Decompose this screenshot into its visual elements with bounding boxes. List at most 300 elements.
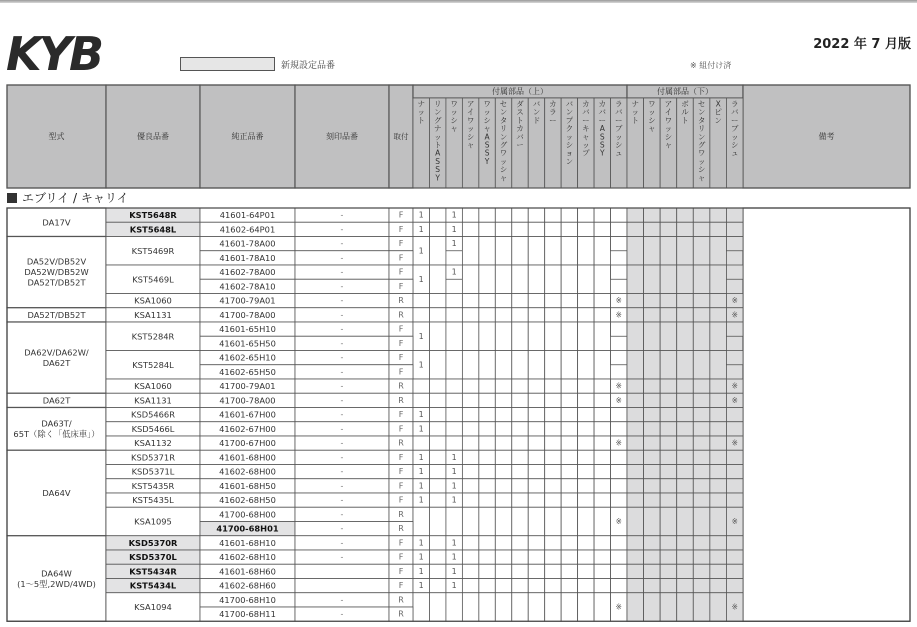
upper-part-cell-1 (429, 393, 445, 407)
lower-part-cell-1 (644, 507, 661, 536)
upper-part-cell-10 (578, 408, 594, 422)
lower-part-cell-2 (660, 593, 677, 622)
upper-part-cell-12 (611, 408, 627, 422)
upper-part-cell-11 (594, 322, 610, 351)
upper-part-cell-5 (495, 265, 511, 294)
lower-part-cell-1 (644, 408, 661, 422)
upper-part-qty-0: 1 (418, 452, 424, 462)
lower-part-cell-1 (644, 322, 661, 351)
upper-part-cell-4 (479, 493, 495, 507)
lower-part-cell-2 (660, 237, 677, 266)
header-upper-1-char: ト (433, 140, 442, 150)
lower-part-cell-4 (693, 465, 710, 479)
upper-part-cell-6 (512, 450, 528, 464)
header-remarks: 備考 (818, 132, 835, 141)
upper-part-cell-9 (561, 237, 577, 266)
upper-part-cell-2 (446, 436, 462, 450)
upper-part-cell-1 (429, 379, 445, 393)
mount-position: R (398, 296, 404, 306)
header-upper-5-char: ャ (499, 173, 508, 183)
upper-part-cell-9 (561, 294, 577, 308)
header-upper-10-char: プ (582, 148, 590, 158)
model-name: DA63T/ (41, 418, 72, 429)
lower-part-cell-4 (693, 422, 710, 436)
upper-part-cell-4 (479, 408, 495, 422)
header-lower-4-char: グ (697, 140, 706, 150)
model-name: DA52V/DB52V (26, 256, 87, 267)
lower-part-cell-6 (726, 422, 743, 436)
header-lower-2-char: ワ (664, 115, 673, 125)
upper-part-cell-6 (512, 393, 528, 407)
model-name: DA52T/DB52T (27, 309, 86, 320)
header-upper-11-char: バ (598, 107, 607, 117)
lower-part-cell-4 (693, 408, 710, 422)
lower-part-cell-2 (660, 393, 677, 407)
upper-part-cell-11 (594, 294, 610, 308)
lower-part-cell-5 (710, 579, 727, 593)
upper-part-cell-6 (512, 379, 528, 393)
header-lower-1-char: シ (648, 115, 656, 125)
oem-part-number: 41700-68H11 (219, 609, 276, 620)
upper-part-qty-12: ※ (615, 395, 622, 405)
upper-part-cell-12 (611, 536, 627, 550)
upper-part-cell-5 (495, 322, 511, 351)
lower-part-cell-1 (644, 308, 661, 322)
upper-part-cell-10 (578, 294, 594, 308)
header-upper-5-char: ン (499, 132, 508, 142)
upper-part-cell-8 (545, 294, 561, 308)
upper-part-qty-2: 1 (451, 538, 457, 548)
header-lower-2-char: ア (664, 99, 673, 109)
upper-part-cell-0 (413, 593, 429, 622)
oem-part-number: 41601-68H60 (219, 566, 276, 577)
header-upper-3-char: シ (466, 132, 475, 142)
upper-part-cell-4 (479, 393, 495, 407)
lower-part-cell-0 (627, 479, 644, 493)
lower-part-cell-2 (660, 550, 677, 564)
lower-part-cell-0 (627, 222, 644, 236)
upper-part-cell-6 (512, 550, 528, 564)
upper-part-cell-6 (512, 479, 528, 493)
lower-part-cell-1 (644, 465, 661, 479)
upper-part-qty-0: 1 (418, 224, 424, 234)
oem-part-number: 41602-68H00 (219, 466, 276, 477)
upper-part-cell-12 (611, 579, 627, 593)
header-upper-5-char: ワ (499, 148, 508, 158)
upper-part-cell-9 (561, 393, 577, 407)
upper-part-cell-10 (578, 308, 594, 322)
lower-part-cell-5 (710, 379, 727, 393)
upper-part-qty-2: 1 (451, 239, 457, 249)
header-upper-1-char: リ (433, 99, 442, 109)
upper-part-cell-6 (512, 265, 528, 294)
lower-part-cell-6 (726, 493, 743, 507)
upper-part-qty-0: 1 (418, 210, 424, 220)
upper-part-cell-4 (479, 422, 495, 436)
lower-part-cell-0 (627, 237, 644, 266)
upper-part-cell-4 (479, 379, 495, 393)
upper-part-cell-11 (594, 450, 610, 464)
upper-part-qty-2: 1 (451, 467, 457, 477)
upper-part-cell-12 (611, 265, 627, 279)
upper-part-cell-1 (429, 479, 445, 493)
lower-part-cell-3 (677, 393, 694, 407)
upper-part-cell-9 (561, 208, 577, 222)
header-upper-9-char: バ (565, 99, 574, 109)
lower-part-cell-3 (677, 265, 694, 294)
header-upper-4-char: Y (484, 156, 490, 166)
upper-part-cell-0 (413, 507, 429, 536)
stamp-part-number: - (340, 410, 344, 420)
header-upper-12-char: ラ (615, 99, 623, 109)
upper-part-cell-11 (594, 465, 610, 479)
stamp-part-number: - (340, 481, 344, 491)
upper-part-cell-9 (561, 536, 577, 550)
header-lower-6-char: シ (730, 140, 739, 150)
lower-part-cell-1 (644, 422, 661, 436)
upper-part-cell-0 (413, 294, 429, 308)
header-upper-6-char: ー (516, 140, 524, 150)
upper-part-cell-5 (495, 564, 511, 578)
header-upper-6-char: カ (516, 124, 524, 134)
upper-part-cell-4 (479, 579, 495, 593)
upper-part-cell-3 (462, 493, 478, 507)
header-lower-2-char: シ (664, 132, 673, 142)
upper-part-cell-8 (545, 450, 561, 464)
upper-part-cell-10 (578, 393, 594, 407)
upper-part-cell-1 (429, 593, 445, 622)
header-upper-11-char: A (599, 124, 605, 134)
lower-part-cell-4 (693, 393, 710, 407)
oem-part-number: 41601-78A10 (219, 252, 276, 263)
lower-part-cell-4 (693, 294, 710, 308)
header-upper-1-char: Y (435, 173, 440, 183)
upper-part-cell-3 (462, 422, 478, 436)
upper-part-cell-7 (528, 322, 544, 351)
upper-part-cell-6 (512, 465, 528, 479)
header-upper-10-char: ー (582, 115, 590, 125)
header-upper-3-char: ッ (466, 124, 475, 134)
header-upper-11-char: カ (598, 99, 607, 109)
lower-part-cell-4 (693, 564, 710, 578)
lower-part-cell-3 (677, 308, 694, 322)
lower-part-cell-5 (710, 351, 727, 380)
upper-part-cell-10 (578, 422, 594, 436)
lower-part-cell-0 (627, 550, 644, 564)
header-upper-9-char: シ (565, 140, 574, 150)
lower-part-cell-1 (644, 294, 661, 308)
upper-part-cell-3 (462, 550, 478, 564)
mount-position: F (398, 495, 404, 505)
stamp-part-number: - (340, 281, 344, 291)
oem-part-number: 41602-68H60 (219, 580, 276, 591)
model-name: DA62T (42, 395, 71, 406)
upper-part-cell-5 (495, 294, 511, 308)
header-upper-9-char: ク (565, 124, 574, 134)
upper-part-cell-1 (429, 351, 445, 380)
lower-part-cell-2 (660, 351, 677, 380)
lower-part-cell-0 (627, 379, 644, 393)
upper-part-cell-8 (545, 579, 561, 593)
lower-part-cell-6 (726, 237, 743, 251)
header-upper-5-char: セ (499, 99, 508, 109)
oem-part-number: 41602-65H50 (219, 366, 276, 377)
upper-part-cell-5 (495, 450, 511, 464)
upper-part-cell-10 (578, 222, 594, 236)
mount-position: F (398, 338, 404, 348)
upper-part-cell-9 (561, 379, 577, 393)
upper-part-cell-10 (578, 493, 594, 507)
lower-part-cell-5 (710, 222, 727, 236)
upper-part-cell-4 (479, 479, 495, 493)
header-lower-group: 付属部品（下） (657, 87, 713, 96)
upper-part-cell-12 (611, 422, 627, 436)
upper-part-cell-0 (413, 379, 429, 393)
upper-part-cell-8 (545, 322, 561, 351)
stamp-part-number: - (340, 467, 344, 477)
lower-part-cell-3 (677, 422, 694, 436)
kyb-part-number: KSA1131 (134, 395, 172, 406)
upper-part-cell-1 (429, 408, 445, 422)
upper-part-cell-3 (462, 379, 478, 393)
upper-part-cell-8 (545, 379, 561, 393)
upper-part-cell-11 (594, 265, 610, 294)
upper-part-cell-1 (429, 308, 445, 322)
lower-part-cell-4 (693, 450, 710, 464)
upper-part-cell-8 (545, 507, 561, 536)
upper-part-cell-8 (545, 351, 561, 380)
kyb-part-number: KSD5370R (128, 537, 178, 548)
upper-part-cell-7 (528, 593, 544, 622)
lower-part-cell-4 (693, 579, 710, 593)
upper-part-cell-7 (528, 479, 544, 493)
upper-part-cell-3 (462, 237, 478, 266)
stamp-part-number: - (340, 338, 344, 348)
lower-part-cell-5 (710, 593, 727, 622)
oem-part-number: 41700-67H00 (219, 438, 276, 449)
upper-part-cell-2 (446, 507, 462, 536)
upper-part-cell-4 (479, 593, 495, 622)
lower-part-cell-5 (710, 308, 727, 322)
header-upper-5-char: タ (499, 115, 508, 125)
upper-part-cell-9 (561, 351, 577, 380)
upper-part-cell-7 (528, 493, 544, 507)
lower-part-qty-6: ※ (731, 438, 738, 448)
upper-part-cell-11 (594, 222, 610, 236)
header-lower-3-char: ボ (681, 99, 689, 109)
header-lower-0-char: ト (631, 115, 640, 125)
kyb-part-number: KSA1060 (134, 295, 172, 306)
lower-part-cell-3 (677, 493, 694, 507)
upper-part-cell-7 (528, 222, 544, 236)
lower-part-cell-1 (644, 208, 661, 222)
upper-part-cell-12 (611, 237, 627, 251)
upper-part-cell-8 (545, 393, 561, 407)
lower-part-cell-5 (710, 422, 727, 436)
lower-part-cell-0 (627, 393, 644, 407)
lower-part-cell-3 (677, 408, 694, 422)
stamp-part-number: - (340, 395, 344, 405)
upper-part-qty-2: 1 (451, 495, 457, 505)
stamp-part-number: - (340, 324, 344, 334)
lower-part-cell-6 (726, 579, 743, 593)
lower-part-cell-5 (710, 436, 727, 450)
upper-part-cell-1 (429, 265, 445, 294)
upper-part-cell-8 (545, 536, 561, 550)
upper-part-cell-3 (462, 265, 478, 294)
lower-part-cell-5 (710, 450, 727, 464)
upper-part-cell-10 (578, 208, 594, 222)
lower-part-cell-0 (627, 493, 644, 507)
header-lower-0-char: ナ (631, 99, 640, 109)
upper-part-cell-7 (528, 436, 544, 450)
upper-part-qty-12: ※ (615, 517, 622, 526)
header-upper-4-char: S (484, 148, 490, 158)
lower-part-cell-4 (693, 308, 710, 322)
lower-part-qty-6: ※ (731, 381, 738, 391)
upper-part-cell-7 (528, 564, 544, 578)
upper-part-cell-8 (545, 479, 561, 493)
header-upper-1-char: ン (433, 107, 442, 117)
header-upper-3-char: ャ (466, 140, 475, 150)
upper-part-cell-11 (594, 237, 610, 266)
upper-part-cell-0 (413, 308, 429, 322)
lower-part-cell-5 (710, 408, 727, 422)
kyb-part-number: KST5435R (131, 480, 175, 491)
upper-part-cell-6 (512, 579, 528, 593)
upper-part-cell-1 (429, 465, 445, 479)
lower-part-cell-4 (693, 265, 710, 294)
header-lower-0-char: ッ (631, 107, 640, 117)
upper-part-cell-9 (561, 322, 577, 351)
header-upper-12-char: ブ (615, 124, 623, 134)
upper-part-cell-7 (528, 393, 544, 407)
upper-part-cell-4 (479, 265, 495, 294)
oem-part-number: 41700-78A00 (219, 395, 276, 406)
lower-part-cell-0 (627, 465, 644, 479)
header-lower-4-char: ワ (697, 148, 706, 158)
upper-part-cell-7 (528, 465, 544, 479)
lower-part-cell-1 (644, 479, 661, 493)
stamp-part-number: - (340, 381, 344, 391)
upper-part-cell-12 (611, 550, 627, 564)
lower-part-qty-6: ※ (731, 395, 738, 405)
lower-part-cell-2 (660, 408, 677, 422)
upper-part-cell-4 (479, 237, 495, 266)
upper-part-cell-11 (594, 564, 610, 578)
lower-part-cell-1 (644, 550, 661, 564)
upper-part-cell-6 (512, 294, 528, 308)
upper-part-cell-10 (578, 351, 594, 380)
upper-part-cell-7 (528, 507, 544, 536)
upper-part-qty-0: 1 (418, 274, 424, 284)
lower-part-cell-6 (726, 536, 743, 550)
upper-part-cell-2 (446, 422, 462, 436)
upper-part-cell-9 (561, 507, 577, 536)
lower-part-cell-5 (710, 550, 727, 564)
upper-part-cell-3 (462, 222, 478, 236)
lower-part-qty-6: ※ (731, 296, 738, 306)
header-model: 型式 (48, 132, 65, 141)
header-lower-4-char: シ (697, 165, 706, 175)
upper-part-cell-3 (462, 408, 478, 422)
header-lower-6-char: ー (730, 115, 739, 125)
kyb-part-number: KSA1094 (134, 602, 172, 612)
upper-part-cell-3 (462, 436, 478, 450)
lower-part-cell-0 (627, 294, 644, 308)
upper-part-cell-12 (611, 208, 627, 222)
lower-part-cell-2 (660, 422, 677, 436)
stamp-part-cell (295, 579, 389, 593)
upper-part-cell-11 (594, 579, 610, 593)
header-upper-4-char: ャ (483, 124, 491, 134)
oem-part-number: 41601-65H10 (219, 324, 276, 335)
oem-part-number: 41602-67H00 (219, 423, 276, 434)
stamp-part-number: - (340, 552, 344, 562)
mount-position: R (398, 609, 404, 619)
lower-part-qty-6: ※ (731, 602, 738, 612)
stamp-part-number: - (340, 609, 344, 619)
stamp-part-number: - (340, 595, 344, 605)
upper-part-cell-3 (462, 208, 478, 222)
upper-part-cell-7 (528, 408, 544, 422)
upper-part-cell-5 (495, 465, 511, 479)
header-lower-6-char: ラ (730, 99, 739, 109)
upper-part-cell-11 (594, 351, 610, 380)
upper-part-cell-4 (479, 564, 495, 578)
upper-part-cell-4 (479, 465, 495, 479)
lower-part-cell-2 (660, 265, 677, 294)
upper-part-cell-11 (594, 408, 610, 422)
lower-part-cell-2 (660, 493, 677, 507)
upper-part-cell-4 (479, 507, 495, 536)
upper-part-cell-5 (495, 550, 511, 564)
upper-part-qty-2: 1 (451, 267, 457, 277)
header-upper-9-char: ン (565, 107, 574, 117)
lower-part-cell-2 (660, 479, 677, 493)
upper-part-qty-0: 1 (418, 467, 424, 477)
header-upper-5-char: グ (499, 140, 508, 150)
kyb-logo-text: KYB (6, 32, 102, 74)
lower-part-cell-1 (644, 593, 661, 622)
header-upper-6-char: バ (516, 132, 524, 142)
upper-part-cell-7 (528, 579, 544, 593)
upper-part-cell-4 (479, 322, 495, 351)
upper-part-qty-0: 1 (418, 246, 424, 256)
upper-part-cell-4 (479, 536, 495, 550)
oem-part-number: 41601-78A00 (219, 238, 276, 249)
upper-part-cell-8 (545, 408, 561, 422)
header-upper-2-char: ワ (450, 99, 458, 109)
upper-part-qty-12: ※ (615, 296, 622, 306)
stamp-part-number: - (340, 438, 344, 448)
header-upper-7-char: ド (532, 115, 541, 125)
kyb-part-number: KST5435L (132, 495, 174, 506)
header-upper-2-char: ッ (450, 107, 458, 117)
lower-part-cell-0 (627, 436, 644, 450)
mount-position: F (398, 481, 404, 491)
upper-part-qty-2: 1 (451, 581, 457, 591)
upper-part-cell-11 (594, 422, 610, 436)
upper-part-cell-2 (446, 408, 462, 422)
upper-part-cell-1 (429, 208, 445, 222)
upper-part-cell-5 (495, 593, 511, 622)
upper-part-cell-4 (479, 550, 495, 564)
upper-part-qty-2: 1 (451, 452, 457, 462)
upper-part-cell-3 (462, 351, 478, 380)
lower-part-cell-3 (677, 593, 694, 622)
model-name: DA62T (42, 357, 71, 368)
